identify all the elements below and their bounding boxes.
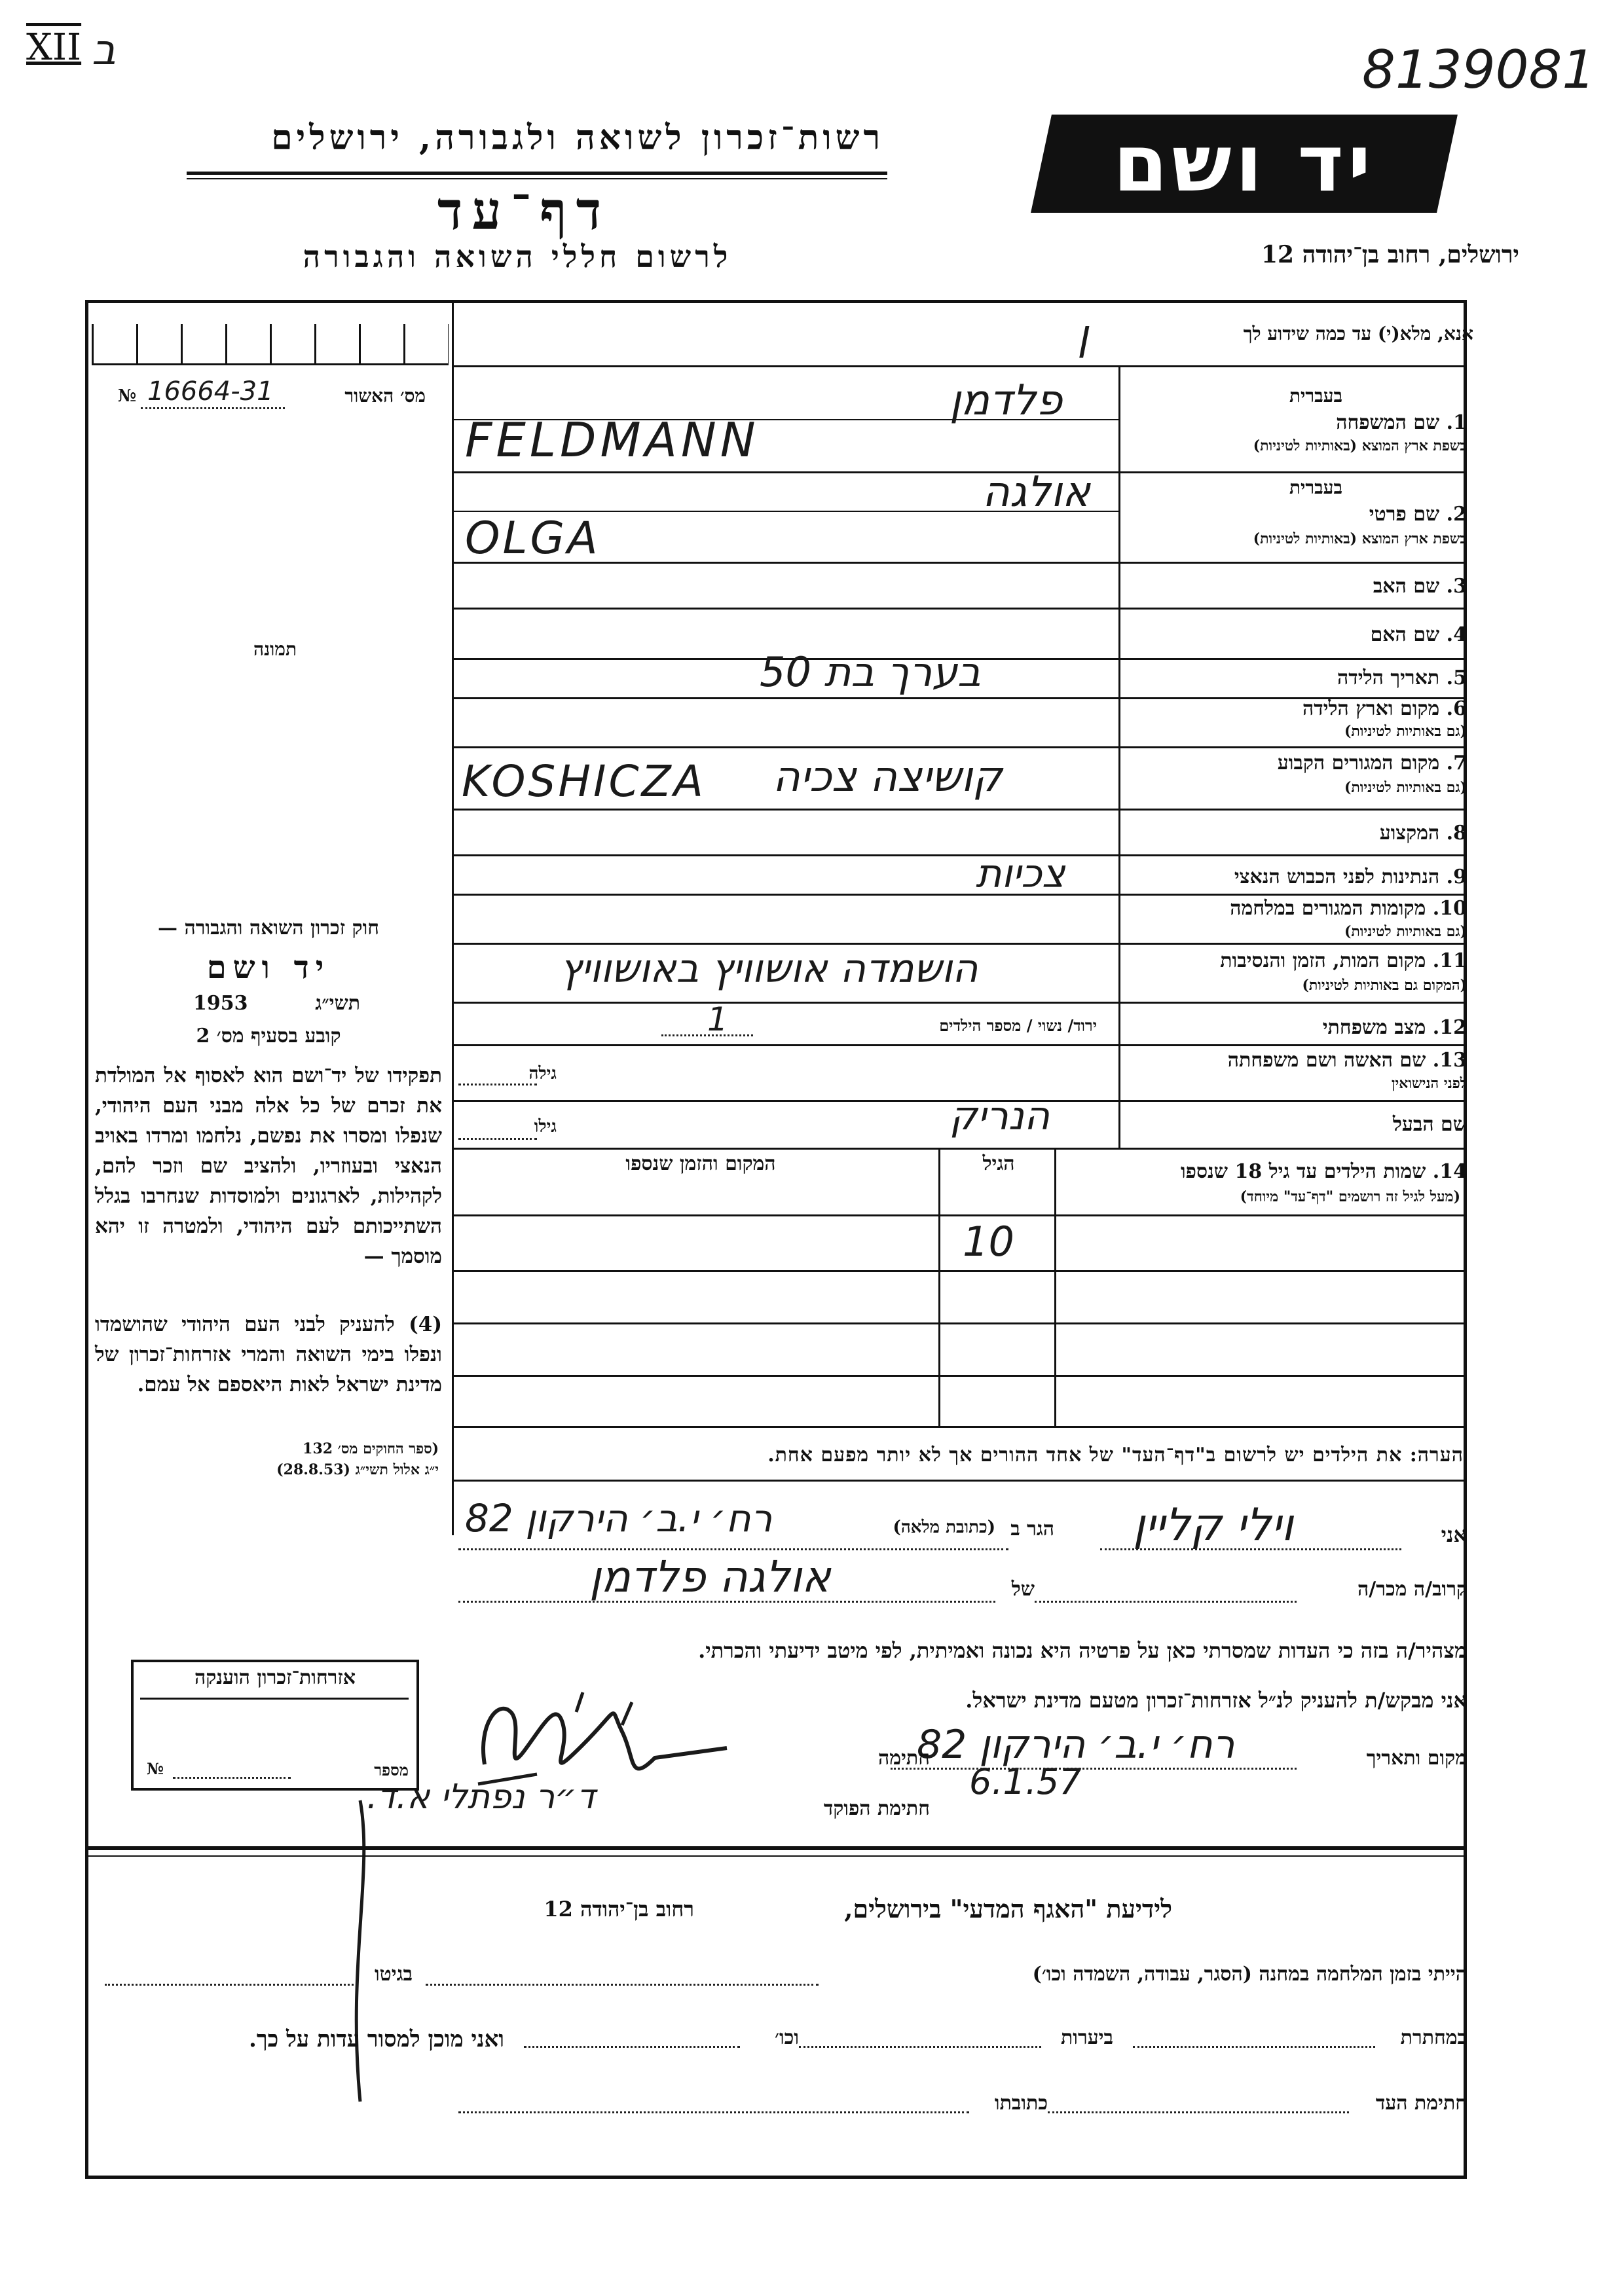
citizenship-box-rule [140,1698,409,1700]
f1-sub: בשפת ארץ המוצא (באותיות לטיניות) [1253,437,1467,454]
f14-row-line-3 [453,1375,1465,1377]
law-name: יד ושם [206,949,331,986]
law-ref: (ספר החוקים מס׳ 132 [303,1440,439,1457]
f9-label: 9. הנתינות לפני הכבוש הנאצי [1234,866,1467,888]
footer-line1-dotline [426,1984,819,1986]
footer-title: לידיעת "האגף המדעי" בירושלים, [844,1894,1172,1923]
authority-underline [187,172,887,175]
row-line-3 [453,608,1465,610]
page-title: דף־עד [437,180,611,242]
citizenship-box-number-label: מספר [374,1760,409,1779]
f2-latin-value: OLGA [465,513,600,564]
of-value: אולגה פלדמן [589,1552,831,1602]
row-line-9 [453,894,1465,896]
citizenship-box-title: אזרחות־זכרון הוענקה [194,1666,356,1689]
footer-forests: ביערות [1060,2026,1113,2049]
f14-row-line-1 [453,1270,1465,1272]
law-body: תפקידו של יד־ושם הוא לאסוף אל המולדת את זכרם של כל אלה מבני העם היהודי, שנפלו ומסרו את נפשם, נלחמו ומרדו באויב הנאצי ובעוזריו, ולהציב שם וזכר להם, לקהילות, לארגונים ולמוסדות שנחרבו בגלל השתייכותם לעם היהודי, ולמטרה זו יהא מוסמך — [95,1064,442,1268]
f14-row-line-4 [453,1426,1465,1428]
footer-separator [88,1846,1464,1850]
f5-label: 5. תאריך הלידה [1337,666,1467,689]
approval-number: 16664-31 [147,376,274,407]
f6-sub: (גם באותיות לטיניות) [1344,723,1467,740]
f12-options: ירוד/ נשוי / מספר הילדים [939,1016,1097,1035]
page-subtitle: לרשום חללי השואה והגבורה [303,239,732,274]
row-line-1 [453,471,1465,473]
row-line-8 [453,854,1465,856]
law-ref-2: י״ג אלול תשי״ג (28.8.53) [276,1461,439,1478]
address-dotline [458,1548,1008,1550]
officer-stroke [321,1794,399,2108]
approval-dotline [141,407,285,409]
address-value: רח׳ י.ב׳ הירקון 82 [465,1496,773,1540]
citizenship-box [131,1660,419,1791]
handwritten-number: 8139081 [1362,39,1596,100]
f14-child-age-1: 10 [963,1218,1014,1266]
letter-mark: ב [92,26,116,75]
sidebar-divider [452,301,454,1535]
footer-witness-address-dotline [458,2111,969,2113]
f6-label: 6. מקום וארץ הלידה [1302,697,1467,720]
address: ירושלים, רחוב בן־יהודה 12 [1261,241,1519,268]
intro-text: אנא, מלא(י) עד כמה שידוע לך [1243,323,1473,344]
row-line-11 [453,1002,1465,1004]
footer-separator-2 [88,1855,1464,1857]
f7-latin-value: KOSHICZA [462,756,706,807]
place-date-value: רח׳ י.ב׳ הירקון 82 [917,1722,1235,1768]
wife-age-label: גילה [528,1064,557,1084]
citizenship-box-dotline [173,1777,291,1779]
of-label: של [1011,1578,1035,1601]
approval-ticks [92,324,449,365]
f2-label: 2. שם פרטי [1369,503,1467,526]
f13-sub: לפני הנישואין [1391,1075,1467,1092]
law-title: חוק זכרון השואה והגבורה — [158,917,379,939]
row-line-14 [453,1148,1465,1150]
grid-top [453,365,1465,367]
f8-label: 8. המקצוע [1379,822,1467,845]
footer-line1: הייתי בזמן המלחמה במחנה (הסגר, עבודה, השמדה וכו׳) [1032,1963,1467,1986]
officer-label: חתימת הפוקד [823,1797,930,1820]
authority-underline-2 [187,178,887,179]
photo-label: תמונה [253,638,297,660]
citizenship-box-number-symbol: № [147,1759,164,1778]
f10-sub: (גם באותיות לטיניות) [1344,923,1467,940]
of-dotline [458,1601,995,1603]
approval-symbol: № [118,386,137,406]
f7-sub: (גם באותיות לטיניות) [1344,779,1467,796]
f14-place-header: המקום והזמן שנספו [625,1152,776,1175]
footer-line1-dotline-2 [105,1984,354,1986]
law-year-heb: תשי״ג [315,992,360,1015]
husband-age-dotline [458,1138,537,1140]
law-section: קובע בסעיף מס׳ 2 [196,1025,341,1048]
f2-hebrew-tag: בעברית [1289,477,1342,498]
declarant-label: אני [1441,1522,1467,1547]
law-clause: (4) להעניק לבני העם היהודי שהושמדו ונפלו בימי השואה והמרי אזרחות־זכרון של מדינת ישראל לאות היאספם אל עמם. [95,1313,442,1396]
footer-forests-dotline [799,2046,1041,2048]
logo [1031,115,1458,213]
f14-col-2 [1054,1148,1056,1426]
wife-age-dotline [458,1084,537,1085]
husband-value: הנריק [950,1093,1050,1139]
address-label: (כתובת מלאה) [893,1518,995,1537]
f14-age-header: הגיל [982,1152,1015,1175]
f9-value: צכיות [976,851,1065,897]
row-line-7 [453,809,1465,811]
approval-label: מס׳ האשור [344,385,426,407]
row-line-6 [453,746,1465,748]
footer-line1-end: בגיטו [374,1963,413,1986]
row-line-2 [453,562,1465,564]
f11-label: 11. מקום המות, הזמן והנסיבות [1220,949,1467,972]
f11-sub: (המקום גם באותיות לטיניות) [1302,977,1467,994]
f3-label: 3. שם האב [1373,575,1467,598]
footer-address: רחוב בן־יהודה 12 [544,1897,694,1922]
law-year: 1953 [193,992,248,1015]
footer-witness-signature: חתימת העד [1375,2092,1467,2115]
f13-label: 13. שם האשה ושם משפחתה [1227,1049,1467,1072]
f1-label: 1. שם המשפחה [1336,411,1467,434]
footer-etc-dotline [524,2046,740,2048]
place-date-dotline [891,1768,1297,1770]
intro-mark: ן [1077,311,1089,359]
place-date-label: מקום ותאריך [1366,1747,1467,1770]
f1-latin-value: FELDMANN [465,412,760,467]
f14-row-line-2 [453,1322,1465,1324]
husband-label: שם הבעל [1392,1113,1467,1136]
request-text: אני מבקש/ת להעניק לנ״ל אזרחות־זכרון מטעם מדינת ישראל. [965,1688,1467,1713]
signature-label: חתימה [878,1747,930,1770]
footer-witness-signature-dotline [1048,2111,1349,2113]
logo-text: יד ושם [1113,118,1375,210]
statement-text: מצהיר/ה בזה כי העדות שמסרתי כאן על פרטיה היא נכונה ואמיתית, לפי מיטב ידיעתי והכרתי. [698,1638,1467,1663]
f5-value: בערך בת 50 [760,648,981,696]
f14-col-1 [938,1148,940,1426]
f14-head-line [453,1214,1465,1216]
f14-sub: (מעל לגיל זה רושמים "דף־עד" מיוחד) [1240,1188,1460,1205]
footer-etc: וכו׳ [775,2026,799,2049]
f11-value: הושמדה אושוויץ באושוויץ [560,946,978,992]
f7-hebrew-value: קושיצה צכיה [773,753,1003,801]
note-text: הערה: את הילדים יש לרשום ב"דף־העד" של אחד ההורים אך לא יותר מפעם אחת. [767,1444,1464,1467]
row-line-10 [453,943,1465,945]
label-divider [1118,365,1120,1148]
roman-mark: XII [26,26,82,69]
relative-dotline [1035,1601,1297,1603]
footer-willing: ואני מוכן למסור עדות על כך. [249,2026,504,2052]
footer-underground: במחתרת [1400,2026,1467,2049]
note-line [453,1480,1465,1482]
footer-underground-dotline [1133,2046,1375,2048]
f12-dotline [661,1034,753,1036]
f2-sub: בשפת ארץ המוצא (באותיות לטיניות) [1253,530,1467,547]
f14-label: 14. שמות הילדים עד גיל 18 שנספו [1180,1160,1467,1183]
f4-label: 4. שם האם [1370,623,1467,646]
f1-hebrew-value: פלדמן [950,376,1063,425]
f12-label: 12. מצב משפחתי [1322,1016,1467,1039]
husband-age-label: גילו [534,1117,557,1137]
footer-witness-address: כתובתו [994,2092,1048,2115]
lives-label: הגר ב [1010,1518,1054,1540]
f10-label: 10. מקומות המגורים במלחמה [1230,897,1467,920]
declarant-dotline [1100,1548,1401,1550]
place-date-value-2: 6.1.57 [969,1761,1082,1802]
officer-value: ד״ר נפתלי א.ד. [367,1777,596,1817]
f12-children: 1 [707,1000,728,1038]
declarant-name: וילי קליין [1133,1499,1294,1551]
f7-label: 7. מקום המגורים הקבוע [1277,752,1467,774]
f1-hebrew-tag: בעברית [1289,385,1342,407]
authority-name: רשות־זכרון לשואה ולגבורה, ירושלים [271,118,884,158]
relative-label: קרוב/ה מכר/ה [1357,1578,1467,1601]
row-line-12 [453,1044,1465,1046]
f2-hebrew-value: אולגה [982,468,1090,517]
